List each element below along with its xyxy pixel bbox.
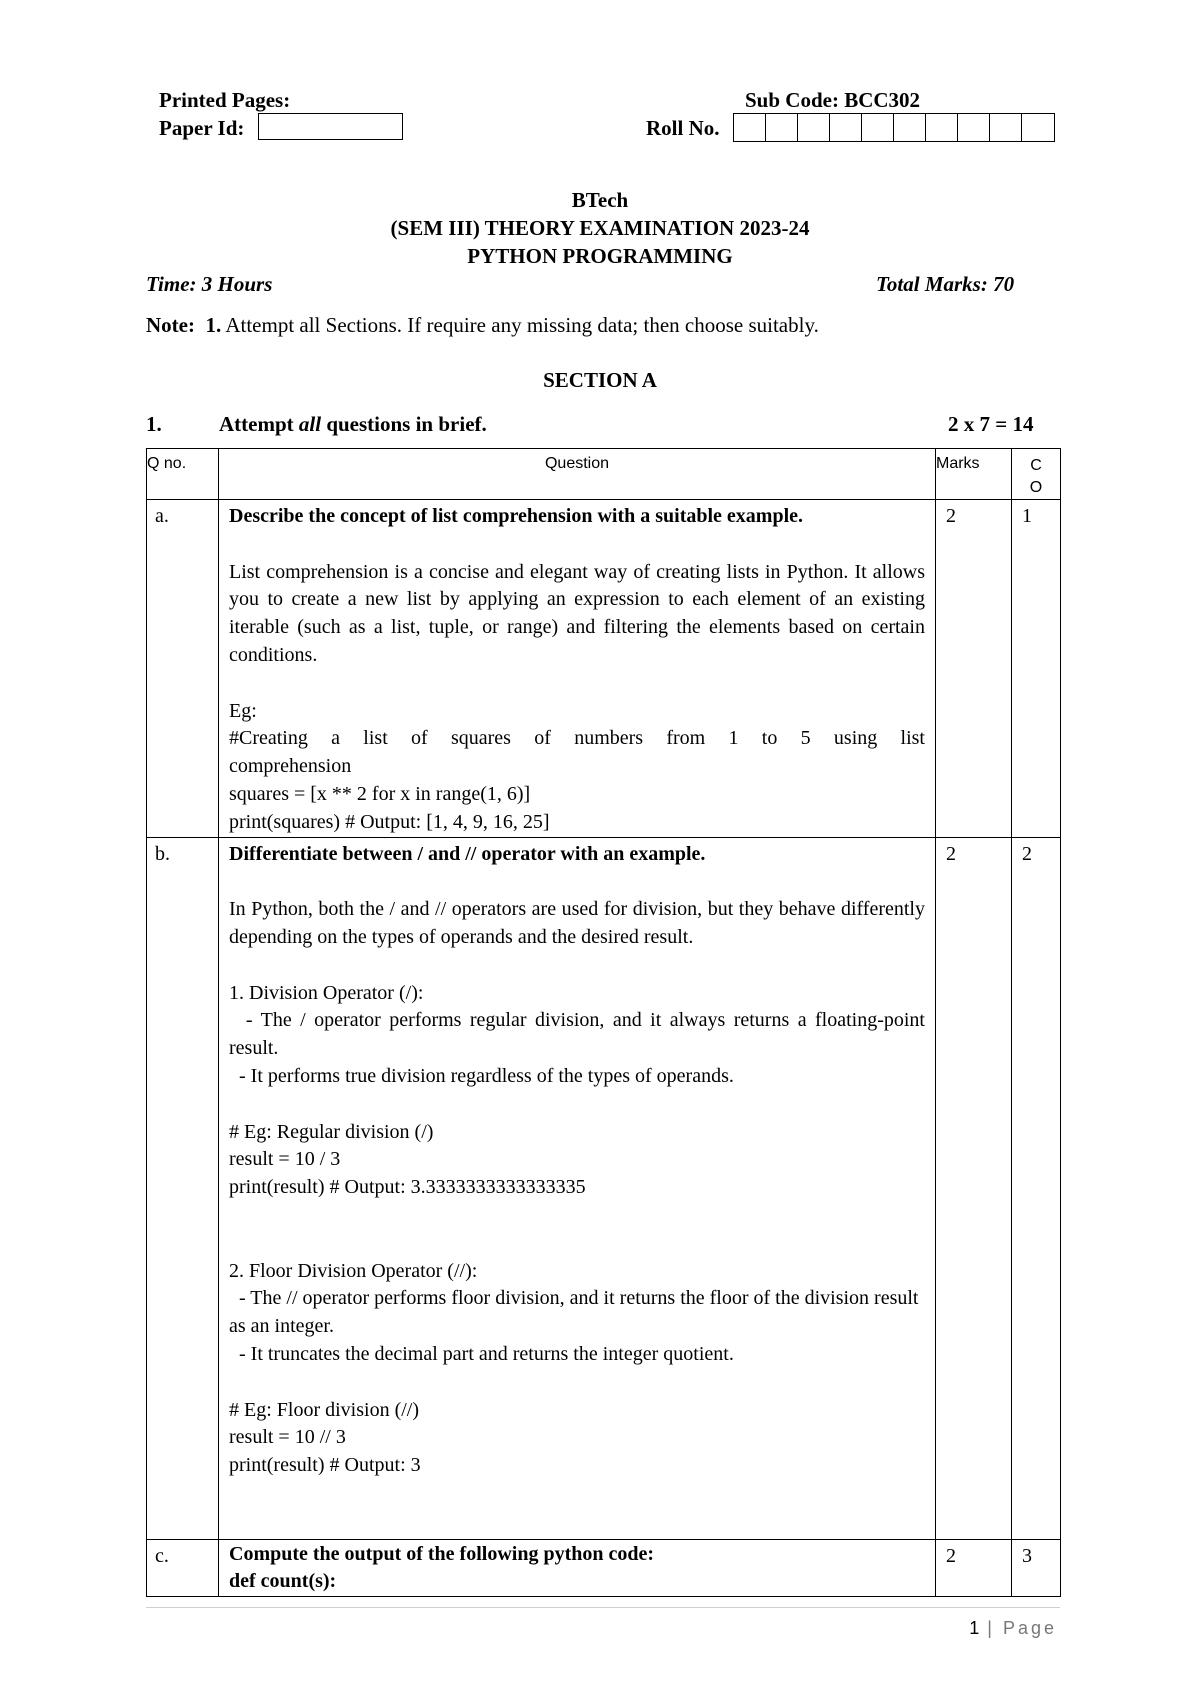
question-marks: 2 (936, 1539, 1012, 1597)
roll-no-box[interactable] (734, 114, 766, 141)
answer-text: In Python, both the / and // operators are used for division, but they behave differently depending on the types of operands and the desired result. (229, 898, 925, 948)
code-line: print(result) # Output: 3.3333333333333335 (229, 1176, 586, 1199)
answer-text: comprehension (229, 755, 352, 778)
question-heading: Compute the output of the following python code: (229, 1542, 655, 1565)
answer-text: - It truncates the decimal part and returns the integer quotient. (229, 1342, 734, 1365)
question-id: a. (147, 500, 219, 838)
answer-text: Eg: (229, 699, 257, 722)
footer-divider (146, 1607, 1060, 1608)
total-marks: Total Marks: 70 (876, 272, 1015, 296)
roll-no-box[interactable] (1022, 114, 1054, 141)
code-line: # Eg: Regular division (/) (229, 1120, 434, 1143)
header-co (1012, 449, 1061, 500)
question-instruction (219, 412, 487, 437)
code-line: print(result) # Output: 3 (229, 1454, 421, 1477)
header-question: Question (219, 449, 936, 500)
question-marks: 2 (936, 500, 1012, 838)
note-label: Note: (146, 313, 195, 337)
question-cell (219, 500, 936, 838)
roll-no-boxes[interactable] (733, 113, 1055, 142)
header-co-line2: O (1029, 479, 1043, 496)
question-table (146, 448, 1061, 1597)
section-title: SECTION A (543, 368, 657, 392)
note (146, 313, 819, 338)
answer-text: 2. Floor Division Operator (//): (229, 1259, 478, 1282)
marks-formula: 2 x 7 = 14 (948, 412, 1034, 436)
code-line: # Eg: Floor division (//) (229, 1398, 419, 1421)
roll-no-box[interactable] (958, 114, 990, 141)
table-row (147, 837, 1061, 1539)
question-marks: 2 (936, 837, 1012, 1539)
code-line: print(squares) # Output: [1, 4, 9, 16, 25] (229, 810, 550, 833)
question-number: 1. (146, 412, 162, 436)
page-label: | Page (979, 1618, 1057, 1638)
header-marks: Marks (936, 449, 1012, 500)
subject-code: Sub Code: BCC302 (745, 88, 921, 112)
exam-time: Time: 3 Hours (146, 272, 273, 296)
code-line: squares = [x ** 2 for x in range(1, 6)] (229, 782, 531, 805)
answer-text: - The / operator performs regular division, and it always returns a floating-point result. (229, 1009, 930, 1060)
roll-no-box[interactable] (894, 114, 926, 141)
instruction-post: questions in brief. (321, 412, 487, 436)
paper-id-label: Paper Id: (159, 116, 245, 140)
answer-text: - The // operator performs floor division, and it returns the floor of the division result as an integer. (229, 1287, 924, 1338)
roll-no-box[interactable] (766, 114, 798, 141)
table-row (147, 1539, 1061, 1597)
note-text: Attempt all Sections. If require any missing data; then choose suitably. (221, 313, 819, 337)
course-title: PYTHON PROGRAMMING (467, 244, 733, 268)
question-id: b. (147, 837, 219, 1539)
code-line: def count(s): (229, 1570, 337, 1593)
roll-no-box[interactable] (798, 114, 830, 141)
answer-text: #Creating a list of squares of numbers from 1 to 5 using list (229, 727, 925, 750)
question-id: c. (147, 1539, 219, 1597)
question-co: 2 (1012, 837, 1061, 1539)
printed-pages-label: Printed Pages: (159, 88, 291, 112)
answer-text: - It performs true division regardless of the types of operands. (229, 1064, 734, 1087)
roll-no-box[interactable] (990, 114, 1022, 141)
answer-text: 1. Division Operator (/): (229, 981, 424, 1004)
page-number: 1 (969, 1618, 980, 1638)
header-qno: Q no. (147, 449, 219, 500)
degree-title: BTech (571, 188, 629, 212)
roll-no-box[interactable] (926, 114, 958, 141)
exam-title: (SEM III) THEORY EXAMINATION 2023-24 (390, 216, 810, 240)
code-line: result = 10 // 3 (229, 1426, 346, 1449)
question-cell (219, 1539, 936, 1597)
roll-no-box[interactable] (830, 114, 862, 141)
question-heading: Describe the concept of list comprehension with a suitable example. (229, 505, 804, 527)
table-row (147, 500, 1061, 838)
question-heading: Differentiate between / and // operator with an example. (229, 842, 706, 865)
instruction-emphasis: all (298, 412, 322, 436)
paper-id-box[interactable] (258, 113, 403, 140)
question-co: 3 (1012, 1539, 1061, 1597)
table-header-row (147, 449, 1061, 500)
code-line: result = 10 / 3 (229, 1148, 341, 1171)
answer-text: List comprehension is a concise and elegant way of creating lists in Python. It allows you to create a new list by applying an expression to each element of an existing iterable (such as a list, tuple, or range) and filtering the elements based on certain conditions. (229, 560, 925, 666)
roll-no-box[interactable] (862, 114, 894, 141)
question-co: 1 (1012, 500, 1061, 838)
page-footer (969, 1618, 1057, 1639)
roll-no-label: Roll No. (646, 116, 720, 140)
note-number: 1. (205, 313, 222, 337)
question-cell (219, 837, 936, 1539)
header-co-line1: C (1030, 457, 1042, 474)
instruction-pre: Attempt (219, 412, 299, 436)
